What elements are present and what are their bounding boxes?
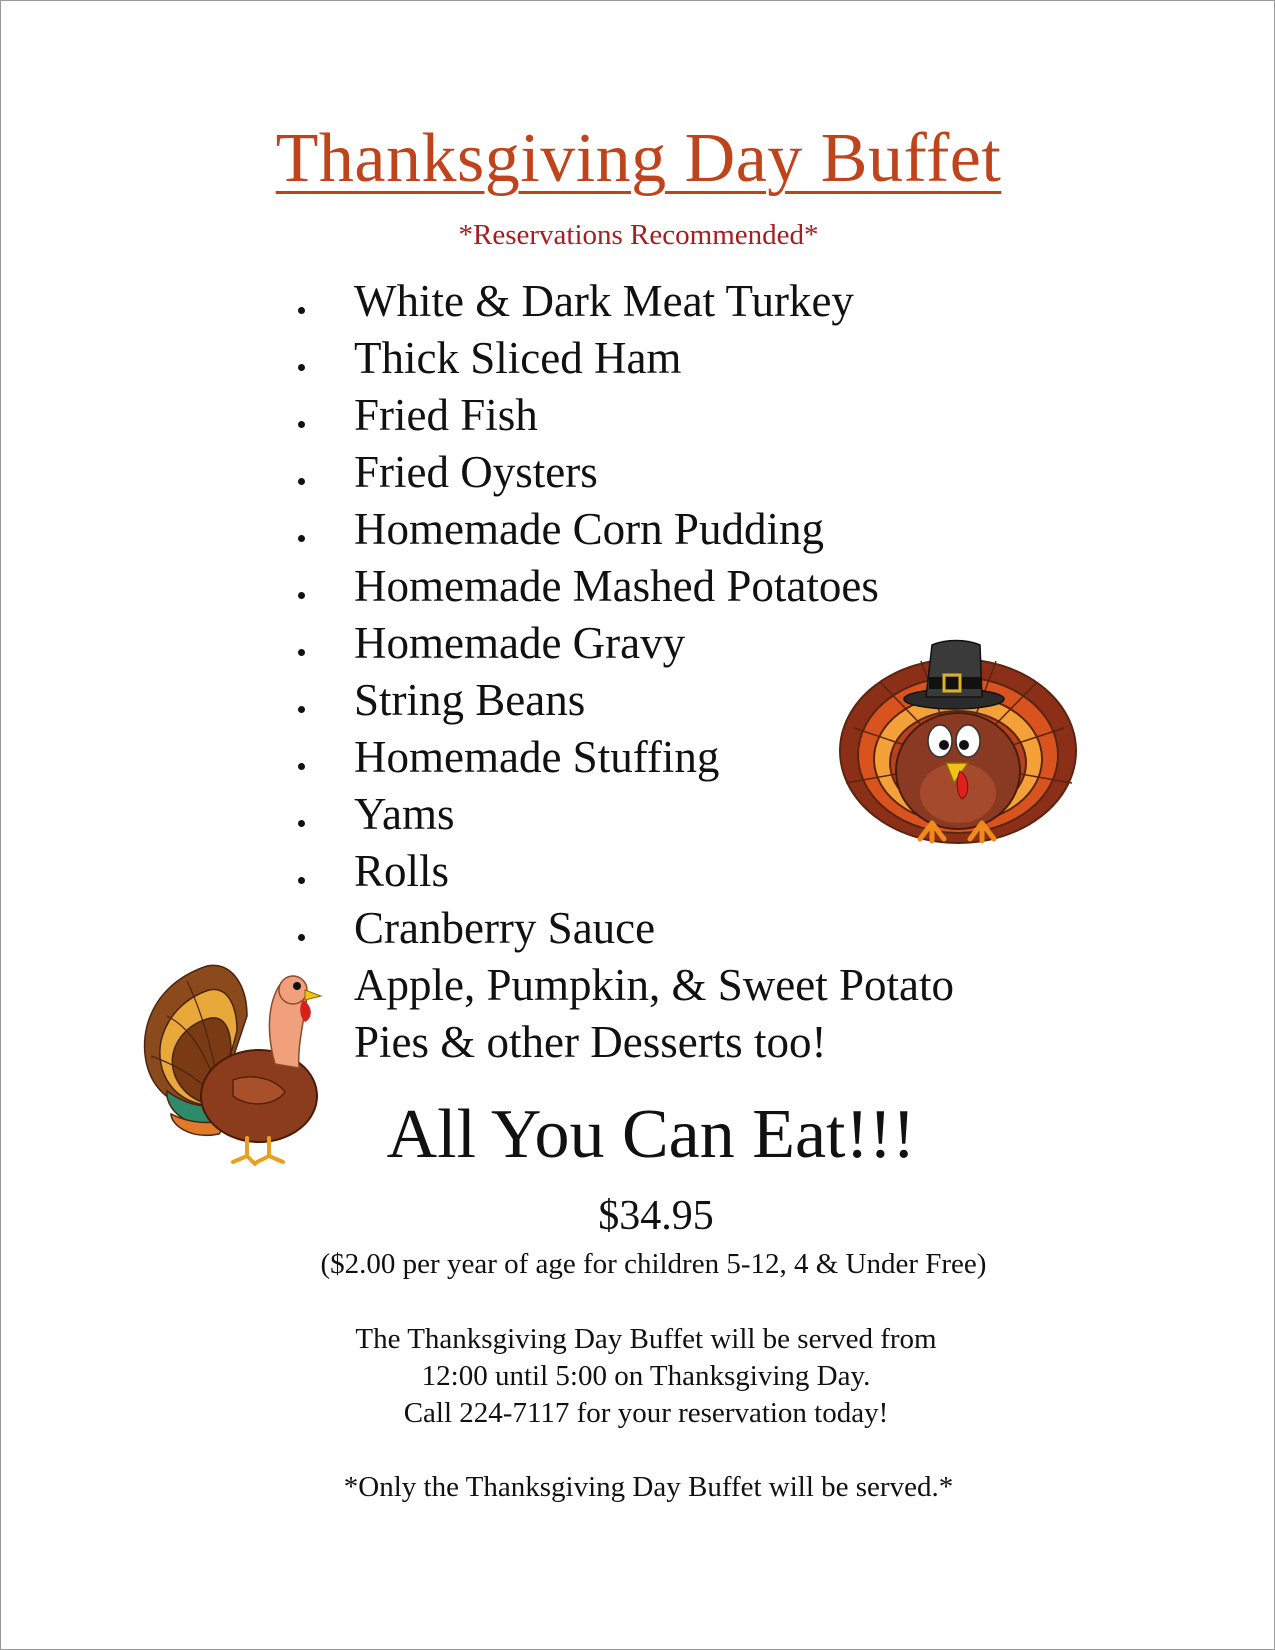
bullet-icon (298, 535, 305, 542)
menu-item-label: White & Dark Meat Turkey (354, 276, 854, 326)
bullet-icon (298, 649, 305, 656)
serving-info (1, 1321, 1275, 1432)
reservations-note: *Reservations Recommended* (458, 219, 819, 251)
desserts-label: Apple, Pumpkin, & Sweet Potato (354, 960, 954, 1010)
bullet-icon (298, 307, 305, 314)
serving-info-line: The Thanksgiving Day Buffet will be served from (355, 1323, 937, 1355)
footer-note: *Only the Thanksgiving Day Buffet will be served.* (343, 1471, 954, 1503)
menu-item (291, 558, 1051, 615)
bullet-icon (298, 820, 305, 827)
menu-item-label: Homemade Stuffing (354, 732, 720, 782)
bullet-icon (298, 934, 305, 941)
menu-item-label: Fried Fish (354, 390, 538, 440)
bullet-icon (298, 364, 305, 371)
pilgrim-turkey-icon (836, 633, 1081, 848)
menu-item-label: Cranberry Sauce (354, 903, 656, 953)
menu-item (291, 900, 1051, 957)
bullet-icon (298, 706, 305, 713)
bullet-icon (298, 877, 305, 884)
menu-item-label: Fried Oysters (354, 447, 598, 497)
bullet-icon (298, 763, 305, 770)
menu-item (291, 387, 1051, 444)
menu-item-label: Homemade Mashed Potatoes (354, 561, 879, 611)
serving-info-line: 12:00 until 5:00 on Thanksgiving Day. (421, 1360, 871, 1392)
menu-item (291, 843, 1051, 900)
desserts-label: Pies & other Desserts too! (354, 1017, 827, 1067)
menu-item-label: Rolls (354, 846, 450, 896)
bullet-icon (298, 592, 305, 599)
turkey-icon (137, 956, 327, 1166)
menu-item (291, 273, 1051, 330)
bullet-icon (298, 421, 305, 428)
bullet-icon (298, 478, 305, 485)
page-title: Thanksgiving Day Buffet (275, 120, 1002, 197)
menu-item-label: Thick Sliced Ham (354, 333, 682, 383)
menu-item-label: Homemade Gravy (354, 618, 686, 668)
buffet-price: $34.95 (598, 1193, 714, 1239)
desserts-line-1 (291, 957, 1051, 1014)
menu-item (291, 444, 1051, 501)
all-you-can-eat-headline: All You Can Eat!!! (386, 1096, 916, 1173)
children-pricing: ($2.00 per year of age for children 5-12, 4 & Under Free) (320, 1248, 987, 1280)
menu-item-label: Yams (354, 789, 455, 839)
reservation-phone-line: Call 224-7117 for your reservation today! (403, 1397, 889, 1429)
menu-item-label: String Beans (354, 675, 586, 725)
menu-item (291, 501, 1051, 558)
desserts-line-2 (291, 1014, 1051, 1071)
menu-item (291, 330, 1051, 387)
menu-item-label: Homemade Corn Pudding (354, 504, 824, 554)
